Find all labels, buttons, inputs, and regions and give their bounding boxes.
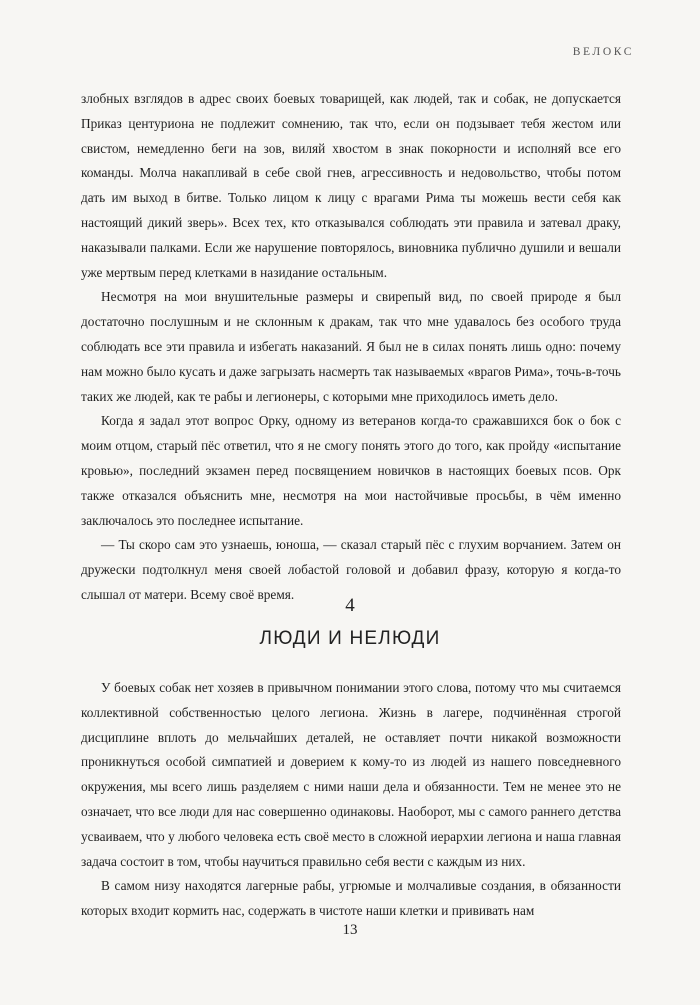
paragraph: злобных взглядов в адрес своих боевых товарищей, как людей, так и собак, не допускается Приказ центуриона не подлежит сомнению, так что, если он подзывает тебя жестом или свистом, немедленно беги на зов, виляй хвостом в знак покорности и исполняй все его команды. Молча накапливай в себе свой гнев, агрессивность и недовольство, чтобы потом дать им выход в битве. Только лицом к лицу с врагами Рима ты можешь вести себя как настоящий дикий зверь». Всех тех, кто отказывался соблюдать эти правила и затевал драку, наказывали палками. Если же нарушение повторялось, виновника публично душили и вешали уже мертвым перед клетками в назидание остальным.	[81, 91, 621, 280]
text-block-top	[81, 87, 621, 608]
paragraph: Когда я задал этот вопрос Орку, одному из ветеранов когда-то сражавшихся бок о бок с моим отцом, старый пёс ответил, что я не смогу понять этого до того, как пройду «испытание кровью», последний экзамен перед посвящением новичков в настоящих боевых псов. Орк также отказался объяснить мне, несмотря на мои настойчивые просьбы, в чём именно заключалось это последнее испытание.	[81, 413, 621, 528]
paragraph: У боевых собак нет хозяев в привычном понимании этого слова, потому что мы считаемся коллективной собственностью целого легиона. Жизнь в лагере, подчинённая строгой дисциплине вплоть до мельчайших деталей, не оставляет почти никакой возможности проникнуться особой симпатией и доверием к кому-то из людей из нашего повседневного окружения, мы всего лишь разделяем с ними наши дела и обязанности. Тем не менее это не означает, что все люди для нас совершенно одинаковы. Наоборот, мы с самого раннего детства усваиваем, что у любого человека есть своё место в сложной иерархии легиона и наша главная задача состоит в том, чтобы научиться правильно себя вести с каждым из них.	[81, 680, 621, 869]
paragraph: Несмотря на мои внушительные размеры и свирепый вид, по своей природе я был достаточно послушным и не склонным к дракам, так что мне удавалось без особого труда соблюдать все эти правила и избегать наказаний. Я был не в силах понять лишь одно: почему нам можно было кусать и даже загрызать насмерть так называемых «врагов Рима», точь-в-точь таких же людей, как те рабы и легионеры, с которыми мне приходилось иметь дело.	[81, 289, 621, 404]
text-block-bottom	[81, 676, 621, 924]
chapter-number: 4	[345, 595, 355, 616]
page-number: 13	[342, 922, 358, 938]
paragraph: — Ты скоро сам это узнаешь, юноша, — сказал старый пёс с глухим ворчанием. Затем он дружески подтолкнул меня своей лобастой головой и добавил фразу, которую я когда-то слышал от матери. Всему своё время.	[81, 537, 621, 602]
paragraph: В самом низу находятся лагерные рабы, угрюмые и молчаливые создания, в обязанности которых входит кормить нас, содержать в чистоте наши клетки и прививать нам	[81, 878, 621, 919]
running-head: ВЕЛОКС	[572, 46, 634, 58]
chapter-title: ЛЮДИ И НЕЛЮДИ	[259, 628, 441, 649]
